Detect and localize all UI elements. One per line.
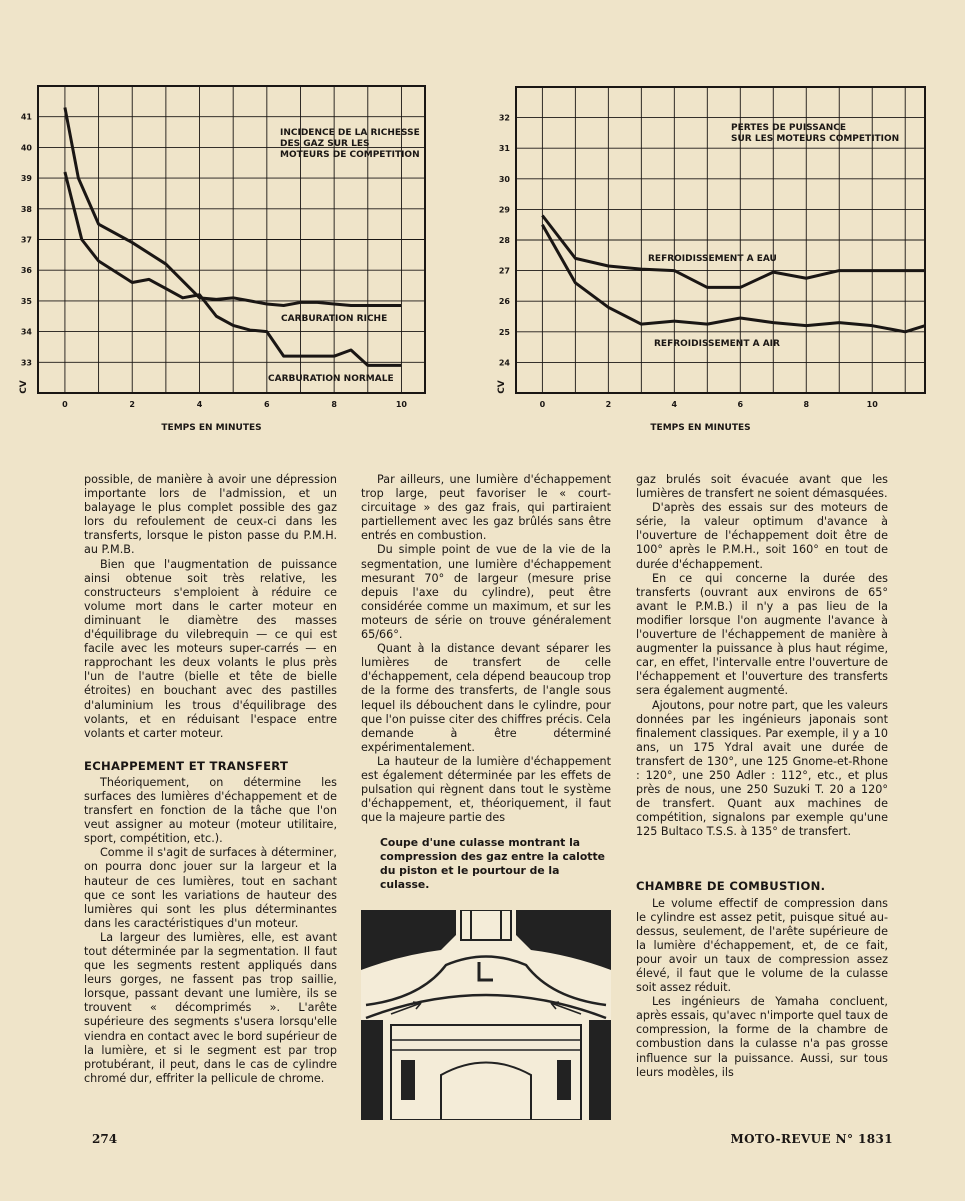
magazine-issue: MOTO-REVUE N° 1831	[730, 1132, 893, 1146]
col2-paragraph-4: La hauteur de la lumière d'échappement est également déterminée par les effets de pulsation qui règnent dans tout le système d'échappement, et, théoriquement, il faut que la majeure partie des	[361, 754, 611, 825]
chart2-series-label-2: REFROIDISSEMENT A AIR	[654, 339, 780, 349]
col3-paragraph-2: D'après des essais sur des moteurs de série, la valeur optimum d'avance à l'ouverture de l'échappement doit être de 100° après le P.M.H., soit 160° en tout de durée d'échappement.	[636, 501, 888, 571]
chart1-title-line: DES GAZ SUR LES	[280, 139, 370, 149]
chart1-ylabel: CV	[19, 380, 29, 394]
chart2-ylabel: CV	[497, 380, 507, 394]
chart1-series-label-2: CARBURATION NORMALE	[268, 374, 394, 384]
chart2-ytick-label: 26	[498, 297, 510, 307]
text-column-1	[84, 473, 337, 1086]
chart2-ytick-label: 30	[498, 174, 510, 184]
chart1-xtick-label: 10	[395, 400, 408, 409]
col3-paragraph-3: En ce qui concerne la durée des transferts (ouvrant aux environs de 65° avant le P.M.B.) il n'y a pas lieu de la modifier lorsque l'on augmente l'avance à l'ouverture de l'échappement de manière à augmenter la puissance à plus haut régime, car, en effet, l'intervalle entre l'ouverture de l'échappement et l'ouverture des transferts sera également augmenté.	[636, 571, 888, 698]
chart1-xtick-label: 6	[264, 400, 270, 409]
chart1-title-line: INCIDENCE DE LA RICHESSE	[280, 128, 420, 138]
chart1-xtick-label: 8	[331, 400, 337, 409]
chart1-xtick-label: 0	[62, 400, 68, 409]
chart2-ytick-label: 31	[498, 144, 510, 154]
chart2-ytick-label: 24	[498, 358, 510, 368]
chart2-xtick-label: 4	[671, 400, 678, 409]
chart2-ytick-label: 29	[498, 205, 510, 215]
chart1-xtick-label: 4	[196, 400, 203, 409]
chart2-title-line: SUR LES MOTEURS COMPETITION	[731, 134, 900, 144]
chart1-ytick-label: 37	[20, 235, 32, 245]
chart2-ytick-label: 28	[498, 236, 510, 245]
chart2-xtick-label: 8	[803, 400, 810, 409]
section-heading-chambre: CHAMBRE DE COMBUSTION.	[636, 879, 826, 894]
page-number: 274	[92, 1132, 118, 1146]
col2-paragraph-3: Quant à la distance devant séparer les lumières de transfert de celle d'échappement, cela dépend beaucoup trop de la forme des transferts, de l'angle sous lequel ils débouchent dans le cylindre, pour que l'on puisse citer des chiffres précis. Cela demande à être déterminé expérimentalement.	[361, 642, 611, 754]
chart1-ytick-label: 36	[20, 266, 32, 276]
chart1-ytick-label: 33	[20, 358, 32, 368]
chart1-ytick-label: 41	[20, 112, 32, 122]
col3-paragraph-5: Le volume effectif de compression dans le cylindre est assez petit, puisque situé au-dessus, seulement, de l'arête supérieure de la lumière d'échappement, et, de ce fait, pour avoir un taux de compression assez élevé, il faut que le volume de la culasse soit assez réduit.	[636, 896, 888, 995]
chart1-title-line: MOTEURS DE COMPETITION	[280, 150, 420, 160]
chart-richesse-gaz	[0, 0, 480, 440]
chart1-ytick-label: 35	[20, 296, 32, 306]
chart2-xlabel: TEMPS EN MINUTES	[650, 423, 751, 433]
culasse-drawing	[361, 910, 611, 1120]
chart-richesse-svg	[0, 0, 480, 440]
chart2-series-line-2	[542, 225, 925, 332]
figure-caption: Coupe d'une culasse montrant la compression des gaz entre la calotte du piston et le pourtour de la culasse.	[380, 836, 605, 891]
section-heading-echappement: ECHAPPEMENT ET TRANSFERT	[84, 758, 289, 773]
text-column-3	[636, 473, 888, 1080]
chart1-ytick-label: 34	[20, 327, 32, 337]
chart1-ytick-label: 40	[20, 143, 32, 153]
chart1-xlabel: TEMPS EN MINUTES	[161, 423, 262, 433]
chart1-ytick-label: 38	[20, 204, 32, 214]
chart2-ytick-label: 27	[498, 266, 510, 276]
col3-paragraph-1: gaz brulés soit évacuée avant que les lumières de transfert ne soient démasquées.	[636, 473, 888, 501]
col3-paragraph-6: Les ingénieurs de Yamaha concluent, après essais, qu'avec n'importe quel taux de compression, la forme de la chambre de combustion dans la culasse n'a pas grosse influence sur la puissance. Aussi, sur tous leurs modèles, ils	[636, 995, 888, 1079]
col1-paragraph-1: possible, de manière à avoir une dépression importante lors de l'admission, et un balayage le plus complet possible des gaz lors du refoulement de ceux-ci dans les transferts, lorsque le piston passe du P.M.H. au P.M.B.	[84, 473, 337, 557]
chart2-ytick-label: 32	[498, 113, 510, 123]
culasse-cross-section	[361, 910, 611, 1120]
chart2-xtick-label: 0	[539, 400, 546, 409]
chart2-xtick-label: 6	[737, 400, 744, 409]
chart2-xtick-label: 10	[866, 400, 878, 409]
chart2-series-label-1: REFROIDISSEMENT A EAU	[648, 254, 777, 264]
col2-paragraph-1: Par ailleurs, une lumière d'échappement trop large, peut favoriser le « court-circuitage » des gaz frais, qui partiraient partiellement avec les gaz brûlés sans être entrés en combustion.	[361, 473, 611, 543]
col3-paragraph-4: Ajoutons, pour notre part, que les valeurs données par les ingénieurs japonais sont finalement classiques. Par exemple, il y a 10 ans, un 175 Ydral avait une durée de transfert de 130°, une 125 Gnome-et-Rhone : 120°, une 250 Adler : 112°, etc., et plus près de nous, une 250 Suzuki T. 20 a 120° de transfert. Quant aux machines de compétition, signalons par exemple qu'une 125 Bultaco T.S.S. à 135° de transfert.	[636, 698, 888, 839]
chart2-ytick-label: 25	[498, 327, 510, 337]
col2-paragraph-2: Du simple point de vue de la vie de la segmentation, une lumière d'échappement mesurant 70° de largeur (mesure prise depuis l'axe du cylindre), peut être considérée comme un maximum, et sur les moteurs de série on trouve généralement 65/66°.	[361, 543, 611, 642]
chart2-xtick-label: 2	[605, 400, 612, 409]
chart1-ytick-label: 39	[20, 174, 32, 184]
col1-paragraph-4: Comme il s'agit de surfaces à déterminer, on pourra donc jouer sur la largeur et la hauteur de ces lumières, tout en sachant que ce sont les variations de hauteur des lumières qui sont les plus déterminantes dans les caractéristiques d'un moteur.	[84, 846, 337, 930]
chart1-xtick-label: 2	[129, 400, 136, 409]
text-column-2	[361, 473, 611, 825]
chart2-series-line-1	[542, 216, 925, 288]
chart-pertes-svg	[480, 0, 965, 440]
chart-pertes-puissance	[480, 0, 965, 440]
chart2-title-line: PERTES DE PUISSANCE	[731, 123, 846, 133]
col1-paragraph-3: Théoriquement, on détermine les surfaces des lumières d'échappement et de transfert en fonction de la tâche que l'on veut assigner au moteur (moteur utilitaire, sport, compétition, etc.).	[84, 775, 337, 846]
col1-paragraph-5: La largeur des lumières, elle, est avant tout déterminée par la segmentation. Il faut que les segments restent appliqués dans leurs gorges, ne fassent pas trop saillie, lorsque, passant devant une lumière, ils se trouvent « décomprimés ». L'arête supérieure des segments s'usera lorsqu'elle viendra en contact avec le bord supérieur de la lumière, et si le segment est par trop protubérant, il peut, dans le cas de cylindre chromé dur, effriter la pellicule de chrome.	[84, 930, 337, 1085]
col1-paragraph-2: Bien que l'augmentation de puissance ainsi obtenue soit très relative, les constructeurs s'emploient à réduire ce volume mort dans le carter moteur en diminuant le diamètre des masses d'équilibrage du vilebrequin — ce qui est facile avec les moteurs super-carrés — en rapprochant les deux volants le plus près l'un de l'autre (bielle et tête de bielle étroites) en bouchant avec des pastilles d'aluminium les trous d'équilibrage des volants, et en réduisant l'espace entre volants et carter moteur.	[84, 557, 337, 740]
chart1-series-label-1: CARBURATION RICHE	[281, 314, 388, 324]
